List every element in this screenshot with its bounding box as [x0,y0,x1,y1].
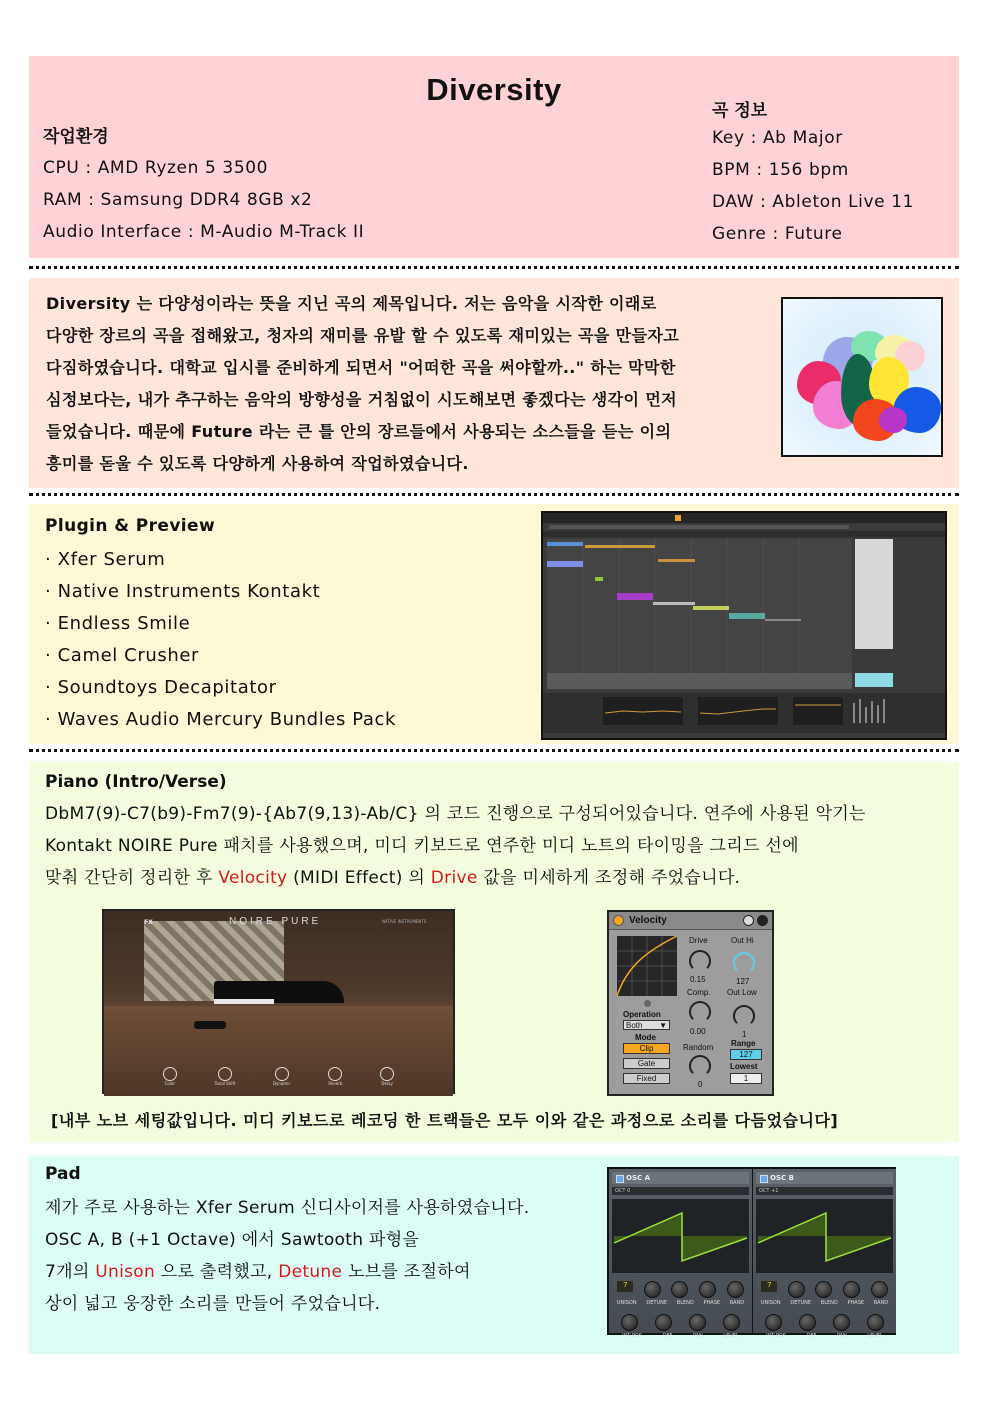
mode-fixed-button[interactable]: Fixed [623,1073,670,1084]
drive-highlight: Drive [430,868,478,888]
intro-line: 흥미를 돋울 수 있도록 다양하게 사용하여 작업하였습니다. [46,454,469,473]
dotted-divider [29,266,959,269]
piano-section [29,762,959,1142]
blend-knob-b[interactable] [815,1281,832,1298]
text-span: 으로 출력했고, [155,1262,279,1282]
pad-description [45,1192,605,1320]
song-key: Key : Ab Major [712,128,843,148]
wt-pos-knob-a[interactable] [621,1314,638,1331]
plugins-title: Plugin & Preview [45,516,216,536]
text-span: 7개의 [45,1262,96,1282]
out-hi-knob[interactable] [733,952,755,974]
dotted-divider [29,493,959,496]
piano-keys [214,999,274,1004]
hot-swap-icon[interactable] [743,915,754,926]
phase-knob-a[interactable] [699,1281,716,1298]
osc-b-header[interactable]: OSC B [756,1172,893,1184]
drive-value: 0.15 [690,975,706,984]
rand-knob-b[interactable] [871,1281,888,1298]
sawtooth-wave-a [612,1199,749,1273]
piano-description [45,798,945,894]
noire-brand: NATIVE INSTRUMENTS [382,919,427,924]
unison-count-a[interactable]: 7 [617,1281,633,1292]
knob-reverb[interactable]: Reverb [328,1067,342,1086]
env-cpu: CPU : AMD Ryzen 5 3500 [43,158,269,178]
velocity-curve-graph [617,936,677,996]
out-low-value: 1 [742,1030,747,1039]
comp-value: 0.00 [690,1027,706,1036]
velocity-device [607,910,774,1096]
osc-b-labels-row2: WT POS OFF PAN LEVEL [766,1333,883,1339]
range-label: Range [731,1039,756,1048]
operation-select[interactable]: Both ▼ [623,1020,670,1030]
work-environment [43,122,364,253]
piano-bench [194,1021,226,1029]
intro-line: 들었습니다. 때문에 Future 라는 큰 틀 안의 장르들에서 사용되는 소스들을 듣는 이의 [46,422,672,441]
page-title: Diversity [426,72,562,107]
intro-line: 다양한 장르의 곡을 접해왔고, 청자의 재미를 유발 할 수 있도록 재미있는 곡을 만들자고 [46,326,680,345]
velocity-title: Velocity [629,915,667,926]
text-span: (MIDI Effect) 의 [287,868,431,888]
ableton-screenshot [541,511,947,740]
curve-dot [644,1000,651,1007]
plugin-list [45,548,396,740]
text-span: 노브를 조절하여 [342,1262,471,1282]
velocity-header [609,912,772,930]
range-field[interactable]: 127 [730,1049,762,1060]
knob-color[interactable]: Color [163,1067,177,1086]
plugin-item: · Camel Crusher [45,645,200,666]
header-section [29,56,959,258]
plugins-section [29,504,959,744]
dotted-divider [29,749,959,752]
plugin-item: · Xfer Serum [45,549,166,570]
plugin-item: · Native Instruments Kontakt [45,581,321,602]
rand-knob-a[interactable] [727,1281,744,1298]
plugin-item: · Endless Smile [45,613,191,634]
intro-section [29,278,959,488]
pad-line: 상이 넓고 웅장한 소리를 만들어 주었습니다. [45,1294,381,1314]
song-info [712,96,914,255]
detune-knob-a[interactable] [644,1281,661,1298]
osc-a-labels-row1: UNISON DETUNE BLEND PHASE RAND [616,1300,745,1306]
comp-label: Comp. [687,988,711,997]
detune-knob-b[interactable] [788,1281,805,1298]
pad-line: 제가 주로 사용하는 Xfer Serum 신디사이저를 사용하였습니다. [45,1198,530,1218]
warp-knob-b[interactable] [799,1314,816,1331]
pad-line: OSC A, B (+1 Octave) 에서 Sawtooth 파형을 [45,1230,420,1250]
piano-line [45,862,945,894]
drive-label: Drive [689,936,708,945]
knob-delay[interactable]: Delay [380,1067,394,1086]
lowest-label: Lowest [730,1062,758,1071]
osc-b-labels-row1: UNISON DETUNE BLEND PHASE RAND [760,1300,889,1306]
level-knob-b[interactable] [867,1314,884,1331]
wt-pos-knob-b[interactable] [765,1314,782,1331]
mode-gate-button[interactable]: Gate [623,1058,670,1069]
osc-b-params: OCT +1 [756,1187,893,1195]
piano-caption: [내부 노브 세팅값입니다. 미디 키보드로 레코딩 한 트랙들은 모두 이와 같은 과정으로 소리를 다듬었습니다] [51,1111,839,1130]
song-daw: DAW : Ableton Live 11 [712,192,915,212]
piano-title: Piano (Intro/Verse) [45,772,227,792]
fx-tab[interactable]: FX [144,919,153,926]
pan-knob-a[interactable] [689,1314,706,1331]
phase-knob-b[interactable] [843,1281,860,1298]
song-bpm: BPM : 156 bpm [712,160,849,180]
unison-highlight: Unison [95,1262,156,1282]
pad-title: Pad [45,1164,81,1184]
text-span: 맞춰 간단히 정리한 후 [45,868,219,888]
noire-title: NOIRE PURE [229,916,322,927]
env-audio-interface: Audio Interface : M-Audio M-Track II [43,222,365,242]
out-hi-value: 127 [736,977,750,986]
piano-line: DbM7(9)-C7(b9)-Fm7(9)-{Ab7(9,13)-Ab/C} 의 코드 진행으로 구성되어있습니다. 연주에 사용된 악기는 [45,804,866,824]
osc-b-panel [753,1169,896,1339]
noire-pure-screenshot [102,909,455,1094]
save-preset-icon[interactable] [757,915,768,926]
pad-line [45,1256,605,1288]
osc-b-knobs-row2 [756,1314,893,1331]
environment-heading: 작업환경 [43,127,109,147]
random-value: 0 [698,1080,703,1089]
level-knob-a[interactable] [723,1314,740,1331]
out-hi-label: Out Hi [731,936,754,945]
detune-highlight: Detune [278,1262,343,1282]
song-info-heading: 곡 정보 [712,101,768,121]
osc-a-header[interactable]: OSC A [612,1172,749,1184]
blend-knob-a[interactable] [671,1281,688,1298]
knob-tonal-shift[interactable]: Tonal Shift [215,1067,236,1086]
noire-knob-row [104,1067,453,1086]
intro-line: 다짐하였습니다. 대학교 입시를 준비하게 되면서 "어떠한 곡을 써야할까.." 하는 막막한 [46,358,676,377]
osc-a-labels-row2: WT POS OFF PAN LEVEL [622,1333,739,1339]
mode-label: Mode [635,1033,656,1042]
random-knob[interactable] [689,1055,711,1077]
intro-line: Diversity 는 다양성이라는 뜻을 지닌 곡의 제목입니다. 저는 음악을 시작한 이래로 [46,294,657,313]
album-cover-image [781,297,943,457]
osc-b-knobs-row1 [756,1281,893,1298]
knob-dynamic[interactable]: Dynamic [273,1067,291,1086]
osc-a-panel [609,1169,753,1339]
intro-line: 심정보다는, 내가 추구하는 음악의 방향성을 거침없이 시도해보면 좋겠다는 생각이 먼저 [46,390,678,409]
random-label: Random [683,1043,714,1052]
song-genre: Genre : Future [712,224,843,244]
comp-knob[interactable] [689,1001,711,1023]
pan-knob-b[interactable] [833,1314,850,1331]
env-ram: RAM : Samsung DDR4 8GB x2 [43,190,313,210]
pad-section [29,1156,959,1354]
lowest-field[interactable]: 1 [730,1073,762,1084]
mode-clip-button[interactable]: Clip [623,1043,670,1054]
dropdown-arrow-icon: ▼ [659,1021,667,1030]
unison-count-b[interactable]: 7 [761,1281,777,1292]
text-span: 값을 미세하게 조정해 주었습니다. [477,868,741,888]
piano-line: Kontakt NOIRE Pure 패치를 사용했으며, 미디 키보드로 연주한 미디 노트의 타이밍을 그리드 선에 [45,836,799,856]
warp-knob-a[interactable] [655,1314,672,1331]
velocity-highlight: Velocity [218,868,288,888]
serum-screenshot [607,1167,896,1339]
osc-a-knobs-row2 [612,1314,749,1331]
intro-paragraph [46,288,776,480]
osc-a-params: OCT 0 [612,1187,749,1195]
out-low-knob[interactable] [733,1005,755,1027]
operation-label: Operation [623,1010,661,1019]
sawtooth-wave-b [756,1199,893,1273]
plugin-item: · Waves Audio Mercury Bundles Pack [45,709,397,730]
plugin-item: · Soundtoys Decapitator [45,677,277,698]
device-power-icon[interactable] [613,915,624,926]
out-low-label: Out Low [727,988,757,997]
drive-knob[interactable] [689,950,711,972]
osc-a-knobs-row1 [612,1281,749,1298]
daw-arrangement-graphic [543,513,945,738]
